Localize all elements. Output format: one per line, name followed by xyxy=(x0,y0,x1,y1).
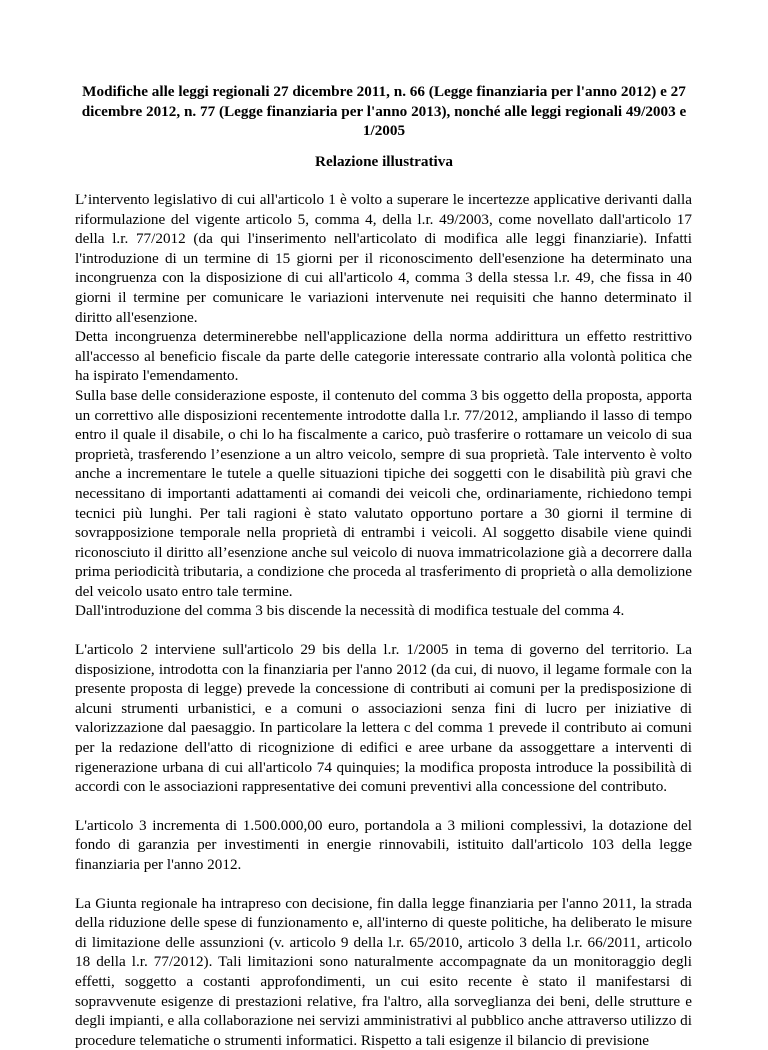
paragraph-spacer xyxy=(75,797,692,816)
paragraph-article-1-intro: L’intervento legislativo di cui all'articolo 1 è volto a superare le incertezze applicative derivanti dalla riformulazione del vigente articolo 5, comma 4, della l.r. 49/2003, come novellato dall'articolo 17 della l.r. 77/2012 (da qui l'inserimento nell'articolato di modifica alle leggi finanziarie). Infatti l'introduzione di un termine di 15 giorni per il riconoscimento dell'esenzione ha determinato una incongruenza con la disposizione di cui all'articolo 4, comma 3 della stessa l.r. 49, che fissa in 40 giorni il termine per comunicare le variazioni intervenute nei requisiti che hanno determinato il diritto all'esenzione. xyxy=(75,191,692,326)
paragraph-incongruence: Detta incongruenza determinerebbe nell'applicazione della norma addirittura un effetto restrittivo all'accesso al beneficio fiscale da parte delle categorie interessate contrario alla volontà politica che ha ispirato l'emendamento. xyxy=(75,328,692,385)
paragraph-spacer xyxy=(75,621,692,640)
paragraph-article-3: L'articolo 3 incrementa di 1.500.000,00 euro, portandola a 3 milioni complessivi, la dotazione del fondo di garanzia per investimenti in energie rinnovabili, istituito dall'articolo 103 della legge finanziaria per l'anno 2012. xyxy=(75,816,692,873)
paragraph-spacer xyxy=(75,875,692,894)
document-body xyxy=(75,190,692,1050)
paragraph-article-2: L'articolo 2 interviene sull'articolo 29 bis della l.r. 1/2005 in tema di governo del territorio. La disposizione, introdotta con la finanziaria per l'anno 2012 (da cui, di nuovo, il legame formale con la presente proposta di legge) prevede la concessione di contributi ai comuni per la predisposizione di alcuni strumenti urbanistici, e a comuni o associazioni senza fini di lucro per iniziative di valorizzazione dal paesaggio. In particolare la lettera c del comma 1 prevede il contributo ai comuni per la redazione dell'atto di ricognizione di edifici e aree urbane da assoggettare a interventi di rigenerazione urbana di cui all'articolo 74 quinquies; la modifica proposta introduce la possibilità di accordi con le associazioni rappresentative dei comuni preventivi alla concessione del contributo. xyxy=(75,641,692,796)
paragraph-comma-3-bis: Sulla base delle considerazione esposte, il contenuto del comma 3 bis oggetto della proposta, apporta un correttivo alle disposizioni recentemente introdotte dalla l.r. 77/2012, ampliando il lasso di tempo entro il quale il disabile, o chi lo ha fiscalmente a carico, può trasferire o rottamare un veicolo di sua proprietà, trasferendo l’esenzione a un altro veicolo, sempre di sua proprietà. Tale intervento è volto anche a incrementare le tutele a quelle situazioni tipiche dei soggetti con le disabilità più gravi che necessitano di importanti adattamenti ai comandi dei veicoli che, ordinariamente, richiedono tempi tecnici più lunghi. Per tali ragioni è stato valutato opportuno portare a 30 giorni il termine di sovrapposizione temporale nella proprietà di entrambi i veicoli. Al soggetto disabile viene quindi riconosciuto il diritto all’esenzione anche sul veicolo di nuova immatricolazione già a decorrere dalla prima periodicità tributaria, a condizione che proceda al trasferimento di proprietà o alla demolizione del veicolo usato entro tale termine. xyxy=(75,386,692,600)
paragraph-giunta-regionale: La Giunta regionale ha intrapreso con decisione, fin dalla legge finanziaria per l'anno 2011, la strada della riduzione delle spese di funzionamento e, all'interno di queste politiche, ha deliberato le misure di limitazione delle assunzioni (v. articolo 9 della l.r. 65/2010, articolo 3 della l.r. 66/2011, articolo 18 della l.r. 77/2012). Tali limitazioni sono naturalmente accompagnate da un monitoraggio degli effetti, soggetto a costanti approfondimenti, un cui esito recente è stato il manifestarsi di sopravvenute esigenze di prestazioni relative, fra l'altro, alla sorveglianza dei beni, delle strutture e degli impianti, e alla collaborazione nei servizi amministrativi al pubblico anche attraverso utilizzo di procedure telematiche o strumenti informatici. Rispetto a tali esigenze il bilancio di previsione xyxy=(75,894,692,1049)
document-subtitle: Relazione illustrativa xyxy=(315,153,453,170)
document-title: Modifiche alle leggi regionali 27 dicembre 2011, n. 66 (Legge finanziaria per l'anno 2012) e 27 dicembre 2012, n. 77 (Legge finanziaria per l'anno 2013), nonché alle leggi regionali 49/2003 e 1/2005 xyxy=(81,83,687,140)
paragraph-comma-4: Dall'introduzione del comma 3 bis discende la necessità di modifica testuale del comma 4. xyxy=(75,602,625,620)
